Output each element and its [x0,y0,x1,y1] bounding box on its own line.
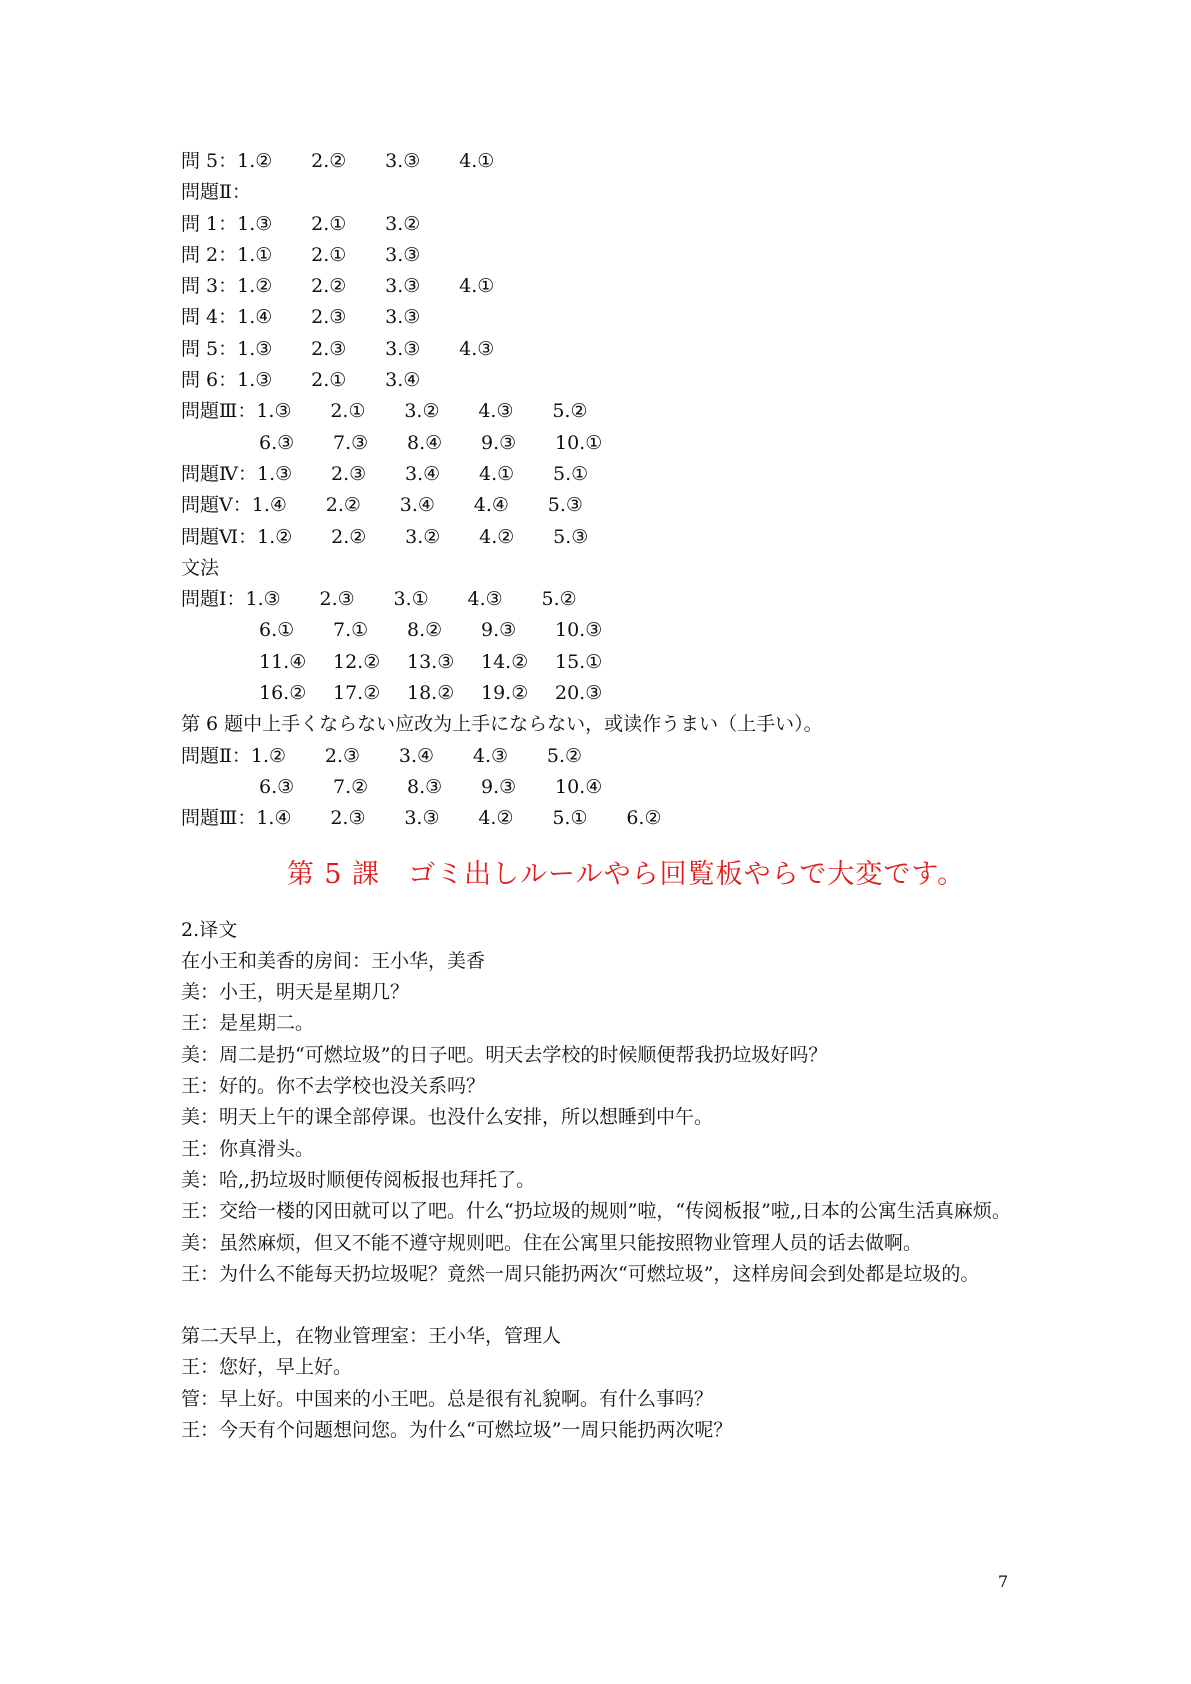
answer-row [181,584,1021,615]
answer-item: 2.① [311,212,347,235]
answer-item: 6.③ [259,775,295,798]
answer-item: 9.③ [481,431,517,454]
answer-item: 7.① [333,619,369,642]
answer-item: 6.② [626,807,662,830]
answer-item: 3.③ [385,150,421,172]
answer-item: 7.② [333,775,369,798]
answer-row-label: 問題Ⅲ： [181,400,257,423]
answer-item: 14.② [481,650,529,673]
answer-row [181,428,1021,459]
answer-item: 2.① [311,243,347,266]
answer-item: 2.③ [311,337,347,360]
answer-item: 12.② [333,650,381,673]
answer-item: 4.① [459,150,495,172]
dialogue-line: 王：今天有个问题想问您。为什么“可燃垃圾”一周只能扔两次呢？ [181,1418,733,1441]
answer-item: 4.③ [467,588,503,611]
answer-item: 3.② [385,212,421,235]
answer-row [181,365,1021,396]
answer-item: 2.② [325,494,361,517]
spacer [181,1290,1021,1321]
answer-item: 1.④ [256,807,292,830]
answer-row-label: 問 3： [181,275,238,298]
answer-item: 4.④ [473,494,509,517]
dialogue-line: 王：您好，早上好。 [181,1356,353,1379]
answer-item: 10.④ [555,775,603,798]
answer-item: 5.① [552,807,588,830]
answer-item: 3.③ [385,337,421,360]
answer-row-label: 問題Ⅲ： [181,807,257,830]
answer-item: 17.② [333,682,381,705]
answer-item: 9.③ [481,619,517,642]
answer-row [181,647,1021,678]
answer-item: 4.③ [459,337,495,360]
answer-row [181,209,1021,240]
answer-item: 2.② [311,150,347,172]
answer-row-label: 問 2： [181,243,238,266]
answer-item: 1.② [250,744,287,767]
answer-item: 6.③ [259,431,295,454]
answer-item: 3.④ [404,462,441,485]
answer-item: 3.③ [385,243,421,266]
page-number: 7 [998,1572,1009,1591]
answer-item: 5.① [552,462,589,485]
answer-row [181,741,1021,772]
answer-row [181,240,1021,271]
answer-row-label: 問 4： [181,306,238,329]
answer-item: 2.③ [319,588,355,611]
answer-item: 2.③ [330,807,366,830]
answer-row [181,146,1021,177]
dialogue-line: 美：虽然麻烦，但又不能不遵守规则吧。住在公寓里只能按照物业管理人员的话去做啊。 [181,1231,923,1254]
answer-item: 1.③ [245,588,281,611]
answer-item: 13.③ [407,650,455,673]
answer-item: 1.② [237,275,273,298]
dialogue-line: 王：好的。你不去学校也没关系吗？ [181,1075,486,1098]
answer-row-label: 問 5： [181,150,238,172]
dialogue-line: 美：哈,,扔垃圾时顺便传阅板报也拜托了。 [181,1168,536,1191]
answer-item: 7.③ [333,431,369,454]
answer-item: 4.② [479,525,515,548]
scene-2: 第二天早上，在物业管理室：王小华，管理人 [181,1325,562,1348]
answer-item: 2.③ [324,744,361,767]
answer-row [181,334,1021,365]
answer-item: 5.② [546,744,583,767]
answer-item: 4.③ [472,744,509,767]
answer-item: 8.② [407,619,443,642]
grammar-answers-block [181,584,1021,709]
translation-heading: 2.译文 [181,918,238,941]
answer-row-label: 問 6： [181,369,238,392]
answer-item: 5.③ [553,525,589,548]
answer-item: 8.④ [407,431,443,454]
answer-item: 20.③ [555,682,603,705]
answer-row [181,302,1021,333]
answer-row [181,615,1021,646]
answer-row-label: 問題Ⅱ： [181,744,251,767]
dialogue-2 [181,1352,1021,1446]
answer-item: 6.① [259,619,295,642]
answer-item: 18.② [407,682,455,705]
answer-item: 4.③ [478,400,514,423]
dialogue-line: 美：小王，明天是星期几？ [181,981,410,1004]
answers-top-block [181,146,1021,553]
answer-row [181,803,1021,834]
answer-item: 1.④ [251,494,287,517]
answer-item: 1.③ [237,369,273,392]
answer-row-label: 問題Ⅰ： [181,588,246,611]
answer-item: 3.④ [398,744,435,767]
answer-row [181,459,1021,490]
answer-item: 3.③ [385,275,421,298]
dialogue-line: 王：交给一楼的冈田就可以了吧。什么“扔垃圾的规则”啦，“传阅板报”啦,,日本的公寓生活真麻烦。 [181,1200,1011,1223]
answer-item: 4.① [459,275,495,298]
scene-1: 在小王和美香的房间：王小华，美香 [181,949,486,972]
answer-item: 3.③ [404,807,440,830]
dialogue-line: 王：你真滑头。 [181,1137,315,1160]
answer-item: 4.① [478,462,515,485]
answer-item: 1.① [237,243,273,266]
answer-item: 1.③ [256,400,292,423]
answer-item: 1.③ [237,337,273,360]
dialogue-1 [181,977,1021,1290]
answer-item: 1.③ [256,462,293,485]
answer-row [181,177,1021,208]
answer-item: 8.③ [407,775,443,798]
answer-item: 2.③ [330,462,367,485]
answer-row [181,396,1021,427]
answer-row [181,678,1021,709]
grammar-note: 第 6 题中上手くならない应改为上手にならない，或读作うまい（上手い）。 [181,713,823,736]
answer-item: 10.③ [555,619,603,642]
answer-item: 1.④ [237,306,273,329]
answer-item: 4.② [478,807,514,830]
answer-item: 1.② [257,525,293,548]
answer-item: 2.② [331,525,367,548]
answer-item: 5.② [541,588,577,611]
answer-item: 3.① [393,588,429,611]
answer-item: 3.④ [399,494,435,517]
answer-item: 5.② [552,400,588,423]
answer-row [181,490,1021,521]
answer-row-label: 問 1： [181,212,238,235]
answer-item: 3.③ [385,306,421,329]
lesson-title: 第 5 課 ゴミ出しルールやら回覧板やらで大変です。 [286,858,966,890]
answer-item: 10.① [555,431,603,454]
answer-item: 19.② [481,682,529,705]
answer-item: 2.② [311,275,347,298]
answer-item: 3.④ [385,369,421,392]
answer-row-label: 問 5： [181,337,238,360]
answer-row-label: 問題Ⅴ： [181,494,252,517]
dialogue-line: 美：周二是扔“可燃垃圾”的日子吧。明天去学校的时候顺便帮我扔垃圾好吗？ [181,1043,828,1066]
page-content [181,146,1021,1446]
answer-item: 1.② [237,150,273,172]
dialogue-line: 王：是星期二。 [181,1012,315,1035]
answer-item: 16.② [259,682,307,705]
grammar-heading: 文法 [181,556,220,579]
answer-item: 3.② [404,400,440,423]
answer-item: 9.③ [481,775,517,798]
answer-row [181,772,1021,803]
answer-item: 11.④ [259,650,307,673]
answer-item: 2.① [311,369,347,392]
answer-row-label: 問題Ⅳ： [181,462,257,485]
answer-item: 15.① [555,650,603,673]
answer-item: 5.③ [547,494,583,517]
answer-item: 3.② [405,525,441,548]
answer-item: 2.③ [311,306,347,329]
answer-item: 2.① [330,400,366,423]
answer-row-label: 問題Ⅱ： [181,181,251,204]
dialogue-line: 王：为什么不能每天扔垃圾呢？竟然一周只能扔两次“可燃垃圾”，这样房间会到处都是垃圾的。 [181,1262,980,1285]
grammar2-answers-block [181,741,1021,835]
answer-row-label: 問題Ⅵ： [181,525,258,548]
dialogue-line: 美：明天上午的课全部停课。也没什么安排，所以想睡到中午。 [181,1106,714,1129]
answer-row [181,271,1021,302]
answer-row [181,522,1021,553]
dialogue-line: 管：早上好。中国来的小王吧。总是很有礼貌啊。有什么事吗？ [181,1387,714,1410]
answer-item: 1.③ [237,212,273,235]
